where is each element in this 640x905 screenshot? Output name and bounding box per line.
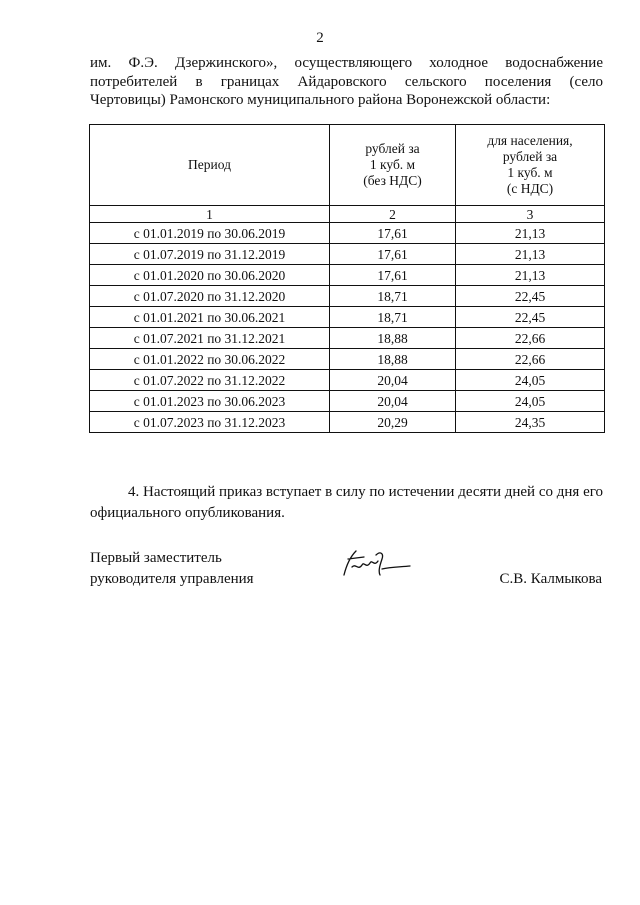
price-vat-cell: 21,13 <box>456 223 605 244</box>
signer-position <box>90 548 254 589</box>
intro-line-3: Чертовицы) Рамонского муниципального района Воронежской области: <box>90 92 551 108</box>
table-row <box>90 244 605 265</box>
period-cell: с 01.07.2020 по 31.12.2020 <box>90 286 330 307</box>
intro-line-2: потребителей в границах Айдаровского сельского поселения (село <box>90 73 603 90</box>
header-price-label: рублей за 1 куб. м (без НДС) <box>363 141 422 188</box>
period-cell: с 01.07.2021 по 31.12.2021 <box>90 328 330 349</box>
price-cell: 20,04 <box>330 370 456 391</box>
table-header-row <box>90 125 605 206</box>
price-vat-cell: 24,35 <box>456 412 605 433</box>
column-number: 3 <box>456 206 605 223</box>
header-price-vat-label: для населения, рублей за 1 куб. м (с НДС) <box>487 133 573 196</box>
table-row <box>90 412 605 433</box>
table-row <box>90 265 605 286</box>
price-cell: 18,88 <box>330 349 456 370</box>
header-period-label: Период <box>188 157 231 172</box>
period-cell: с 01.01.2019 по 30.06.2019 <box>90 223 330 244</box>
page-number: 2 <box>316 30 324 46</box>
table-row <box>90 370 605 391</box>
table-row <box>90 328 605 349</box>
price-cell: 20,29 <box>330 412 456 433</box>
price-cell: 17,61 <box>330 244 456 265</box>
tariff-table <box>89 124 605 433</box>
period-cell: с 01.07.2023 по 31.12.2023 <box>90 412 330 433</box>
column-number-row <box>90 206 605 223</box>
signer-position-line-2: руководителя управления <box>90 570 254 587</box>
header-period <box>90 125 330 206</box>
signer-position-line-1: Первый заместитель <box>90 550 222 566</box>
price-vat-cell: 22,45 <box>456 286 605 307</box>
header-price-vat <box>456 125 605 206</box>
price-vat-cell: 21,13 <box>456 265 605 286</box>
price-vat-cell: 22,66 <box>456 328 605 349</box>
column-number: 2 <box>330 206 456 223</box>
clause-paragraph: 4. Настоящий приказ вступает в силу по истечении десяти дней со дня его официального опубликования. <box>90 484 603 521</box>
signer-name: С.В. Калмыкова <box>499 571 602 587</box>
period-cell: с 01.01.2022 по 30.06.2022 <box>90 349 330 370</box>
intro-paragraph <box>90 54 603 110</box>
table-row <box>90 223 605 244</box>
table-row <box>90 391 605 412</box>
price-cell: 18,71 <box>330 286 456 307</box>
column-number: 1 <box>90 206 330 223</box>
price-cell: 17,61 <box>330 223 456 244</box>
intro-line-1: им. Ф.Э. Дзержинского», осуществляющего холодное водоснабжение <box>90 55 603 71</box>
price-vat-cell: 22,66 <box>456 349 605 370</box>
signature-icon <box>338 545 414 585</box>
price-cell: 18,88 <box>330 328 456 349</box>
period-cell: с 01.01.2023 по 30.06.2023 <box>90 391 330 412</box>
table-row <box>90 307 605 328</box>
price-vat-cell: 22,45 <box>456 307 605 328</box>
price-vat-cell: 24,05 <box>456 370 605 391</box>
period-cell: с 01.01.2020 по 30.06.2020 <box>90 265 330 286</box>
table-row <box>90 349 605 370</box>
period-cell: с 01.07.2019 по 31.12.2019 <box>90 244 330 265</box>
header-price <box>330 125 456 206</box>
price-cell: 20,04 <box>330 391 456 412</box>
price-cell: 17,61 <box>330 265 456 286</box>
price-vat-cell: 21,13 <box>456 244 605 265</box>
period-cell: с 01.01.2021 по 30.06.2021 <box>90 307 330 328</box>
price-cell: 18,71 <box>330 307 456 328</box>
period-cell: с 01.07.2022 по 31.12.2022 <box>90 370 330 391</box>
table-row <box>90 286 605 307</box>
price-vat-cell: 24,05 <box>456 391 605 412</box>
